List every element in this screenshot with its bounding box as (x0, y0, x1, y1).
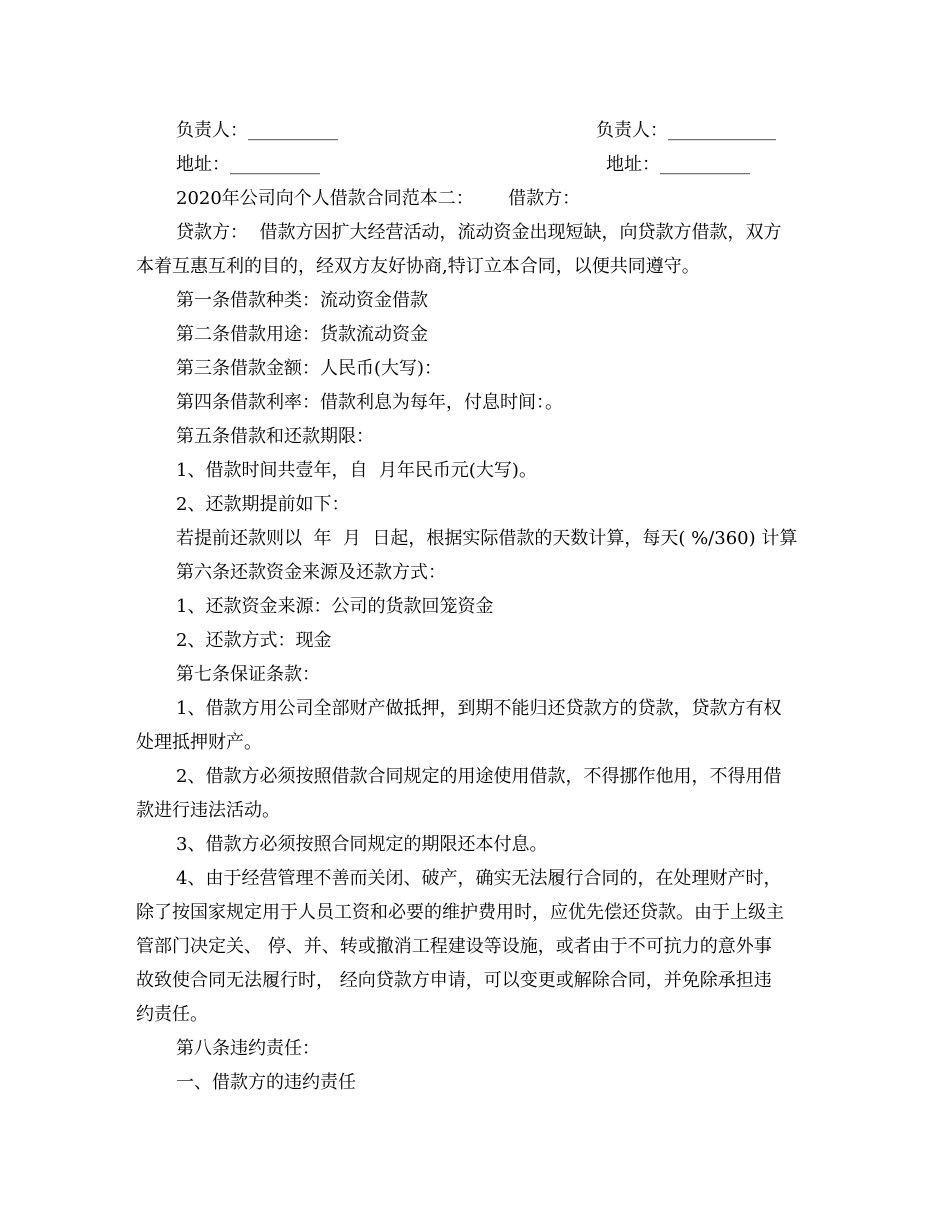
body-line: 1、还款资金来源：公司的货款回笼资金 (176, 596, 494, 617)
body-line: 一、借款方的违约责任 (176, 1072, 356, 1093)
body-line: 若提前还款则以 年 月 日起，根据实际借款的天数计算，每天( %/360) 计算 (176, 528, 798, 549)
address-left: 地址：__________ (176, 154, 320, 175)
clause-title: 第三条借款金额：人民币(大写)： (176, 358, 443, 379)
body-line: 3、借款方必须按照合同规定的期限还本付息。 (176, 834, 548, 855)
clause-title: 第七条保证条款： (176, 664, 320, 685)
body-line: 故致使合同无法履行时， 经向贷款方申请，可以变更或解除合同，并免除承担违 (136, 970, 772, 991)
body-line: 本着互惠互利的目的，经双方友好协商,特订立本合同，以便共同遵守。 (136, 256, 700, 277)
clause-title: 第六条还款资金来源及还款方式： (176, 562, 446, 583)
body-line: 约责任。 (136, 1004, 208, 1025)
body-line: 4、由于经营管理不善而关闭、破产，确实无法履行合同的，在处理财产时， (176, 868, 782, 889)
principal-right: 负责人：____________ (596, 120, 776, 141)
body-line: 2、还款期提前如下： (176, 494, 350, 515)
body-line: 1、借款时间共壹年，自 月年民币元(大写)。 (176, 460, 537, 481)
body-line: 2、借款方必须按照借款合同规定的用途使用借款，不得挪作他用，不得用借 (176, 766, 782, 787)
body-line: 管部门决定关、 停、并、转或撤消工程建设等设施，或者由于不可抗力的意外事 (136, 936, 772, 957)
body-line: 1、借款方用公司全部财产做抵押，到期不能归还贷款方的贷款，贷款方有权 (176, 698, 782, 719)
clause-title: 第一条借款种类：流动资金借款 (176, 290, 428, 311)
clause-title: 第五条借款和还款期限： (176, 426, 374, 447)
signature-row-principal (0, 120, 950, 142)
body-line: 2、还款方式：现金 (176, 630, 332, 651)
clause-title: 第四条借款利率：借款利息为每年，付息时间：。 (176, 392, 563, 413)
clause-title: 第八条违约责任： (176, 1038, 320, 1059)
principal-left: 负责人：__________ (176, 120, 338, 141)
body-line: 处理抵押财产。 (136, 732, 262, 753)
clause-title: 第二条借款用途：货款流动资金 (176, 324, 428, 345)
address-right: 地址：__________ (606, 154, 750, 175)
contract-heading: 2020年公司向个人借款合同范本二： 借款方： (176, 188, 581, 209)
body-line: 贷款方： 借款方因扩大经营活动，流动资金出现短缺，向贷款方借款，双方 (176, 222, 782, 243)
signature-row-address (0, 154, 950, 176)
body-line: 款进行违法活动。 (136, 800, 280, 821)
body-line: 除了按国家规定用于人员工资和必要的维护费用时，应优先偿还贷款。由于上级主 (136, 902, 784, 923)
